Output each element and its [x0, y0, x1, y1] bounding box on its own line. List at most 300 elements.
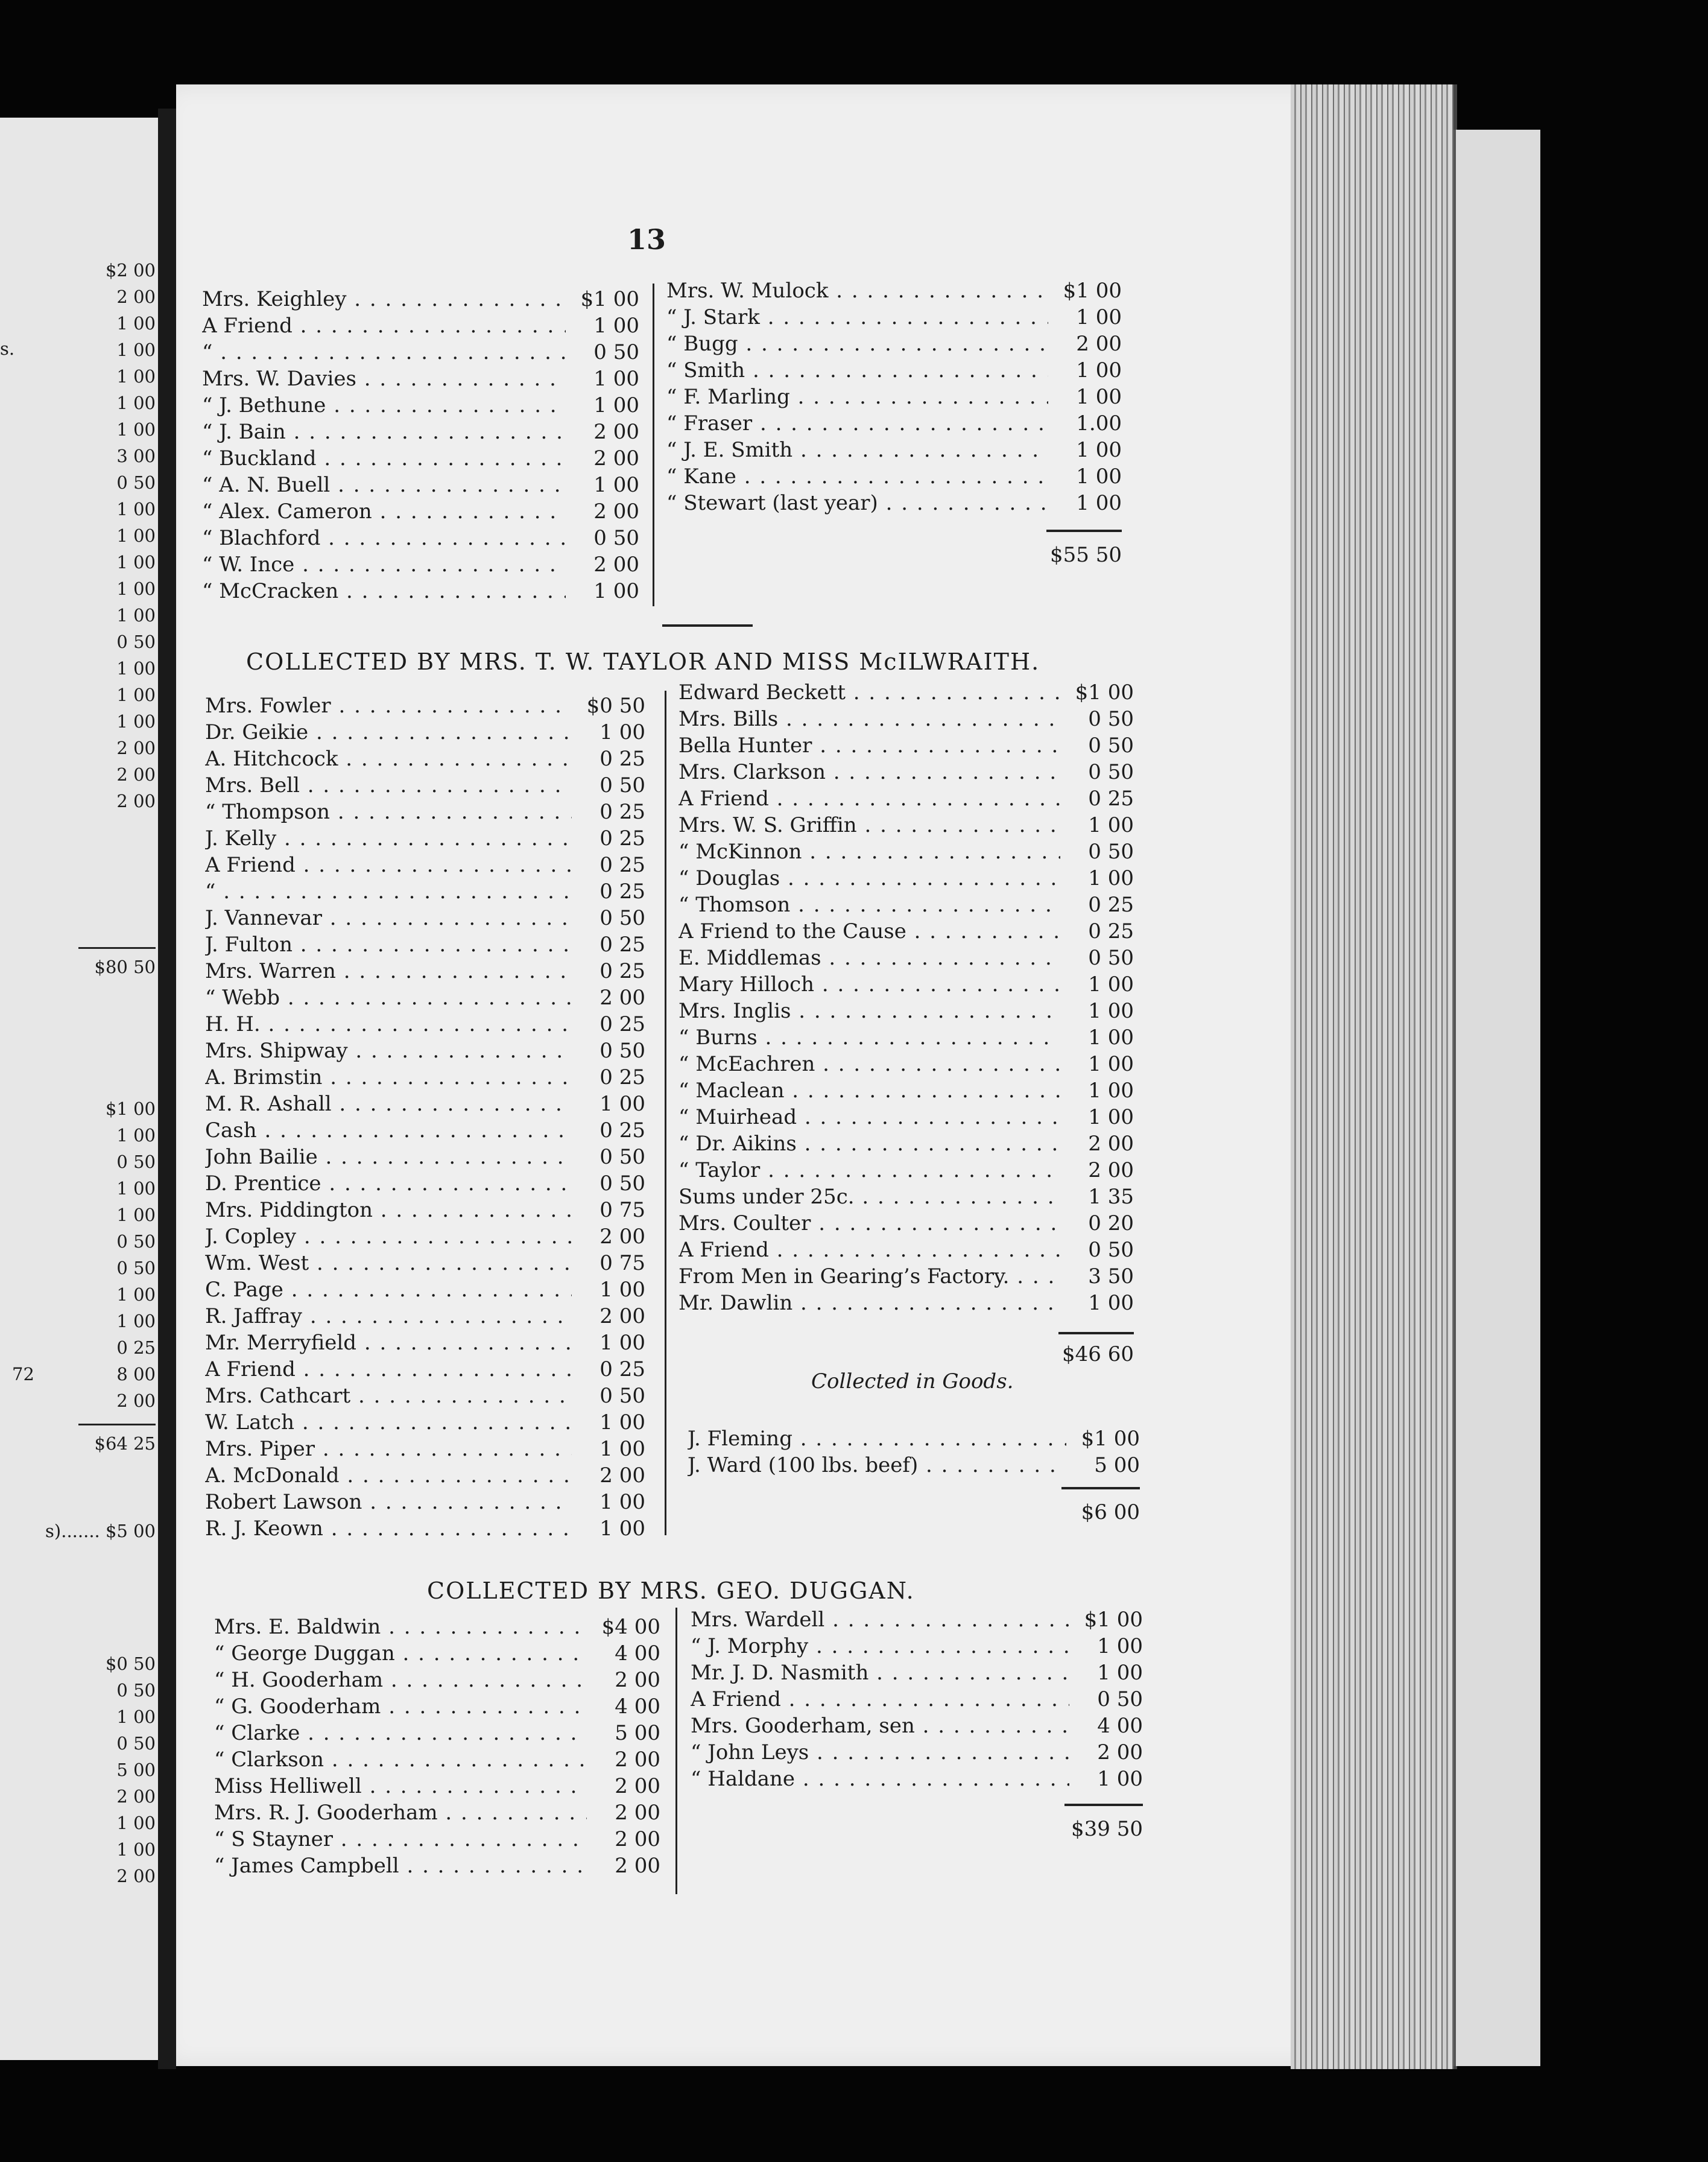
- donor-name: “ McEachren . . .: [678, 1052, 1060, 1076]
- ledger-row: [202, 553, 639, 577]
- donor-name: Mrs. R. J. Gooderham . . .: [214, 1801, 587, 1825]
- donor-name: “ . . .: [205, 880, 572, 904]
- facing-page-amount: 2 00: [116, 1786, 156, 1807]
- ledger-row: [205, 1410, 645, 1434]
- ledger-row: [214, 1854, 660, 1878]
- ledger-row: [678, 680, 1134, 705]
- donation-amount: 2 00: [593, 420, 639, 444]
- ledger-row: [202, 446, 639, 471]
- donor-name: Miss Helliwell . . .: [214, 1774, 587, 1798]
- ledger-row: [202, 499, 639, 524]
- donor-name: “ J. Bethune . . .: [202, 393, 566, 417]
- donation-amount: 2 00: [615, 1668, 660, 1692]
- ledger-row: [691, 1634, 1143, 1658]
- ledger-row: [678, 1052, 1134, 1076]
- ledger-row: [205, 826, 645, 851]
- ledger-row: [205, 1463, 645, 1488]
- ledger-row: [678, 787, 1134, 811]
- facing-page-amount: 1 00: [116, 499, 156, 519]
- donor-name: A Friend . . .: [678, 1238, 1060, 1262]
- donation-amount: 2 00: [1097, 1740, 1143, 1764]
- ledger-row: [678, 1026, 1134, 1050]
- donation-amount: 0 20: [1088, 1211, 1134, 1235]
- donor-name: J. Copley . . .: [205, 1225, 572, 1249]
- donor-name: Mrs. E. Baldwin . . .: [214, 1615, 587, 1639]
- donation-amount: 1 00: [1088, 866, 1134, 890]
- facing-page-amount: 1 00: [116, 605, 156, 626]
- facing-page-amount: 1 00: [116, 340, 156, 360]
- facing-page-amount: 2 00: [116, 791, 156, 811]
- donation-amount: 2 00: [1088, 1132, 1134, 1156]
- column-divider: [653, 284, 654, 606]
- donor-name: R. Jaffray . . .: [205, 1304, 572, 1328]
- donation-amount: 1 00: [1076, 358, 1122, 382]
- donor-name: Mrs. Keighley . . .: [202, 287, 566, 311]
- facing-page-title-char: s.: [0, 338, 15, 359]
- ledger-row: [678, 919, 1134, 943]
- donor-name: C. Page . . .: [205, 1278, 572, 1302]
- donor-name: Mrs. Clarkson . . .: [678, 760, 1060, 784]
- donation-amount: 2 00: [1088, 1158, 1134, 1182]
- donation-amount: $1 00: [1075, 680, 1134, 705]
- donor-name: “ Thomson . . .: [678, 893, 1060, 917]
- donation-amount: 1 00: [1076, 385, 1122, 409]
- donor-name: Mr. J. D. Nasmith . . .: [691, 1661, 1069, 1685]
- ledger-row: [205, 1357, 645, 1381]
- donor-name: “ Haldane . . .: [691, 1767, 1069, 1791]
- ledger-row: [691, 1767, 1143, 1791]
- ledger-row: [205, 1384, 645, 1408]
- ledger-row: [202, 526, 639, 550]
- donor-name: “ George Duggan . . .: [214, 1641, 587, 1666]
- facing-page-amount: 1 00: [116, 1125, 156, 1146]
- ledger-row: [678, 972, 1134, 997]
- donor-name: “ H. Gooderham . . .: [214, 1668, 587, 1692]
- donation-amount: 2 00: [615, 1748, 660, 1772]
- donation-amount: $0 50: [586, 694, 645, 718]
- donation-amount: 0 75: [599, 1251, 645, 1275]
- donation-amount: $1 00: [580, 287, 639, 311]
- ledger-row: [202, 314, 639, 338]
- ledger-row: [202, 393, 639, 417]
- ledger-row: [205, 1437, 645, 1461]
- facing-page-amount: 0 50: [116, 472, 156, 493]
- facing-page-amount: 0 50: [116, 1152, 156, 1172]
- donor-name: J. Fulton . . .: [205, 933, 572, 957]
- donation-amount: 0 25: [1088, 787, 1134, 811]
- ledger-row: [691, 1661, 1143, 1685]
- donation-amount: 2 00: [593, 553, 639, 577]
- donor-name: “ Douglas . . .: [678, 866, 1060, 890]
- donation-amount: 0 50: [593, 340, 639, 364]
- donation-amount: 2 00: [615, 1854, 660, 1878]
- facing-page-amount: 2 00: [116, 764, 156, 785]
- donor-name: “ Taylor . . .: [678, 1158, 1060, 1182]
- donation-amount: 0 25: [599, 933, 645, 957]
- donor-name: A Friend . . .: [202, 314, 566, 338]
- ledger-row: [678, 707, 1134, 731]
- facing-page-amount: 1 00: [116, 552, 156, 572]
- total-rule: [1064, 1804, 1143, 1806]
- facing-page-amount: 1 00: [116, 419, 156, 440]
- donation-amount: 0 50: [1088, 760, 1134, 784]
- donation-amount: 0 25: [1088, 893, 1134, 917]
- donation-amount: 0 50: [599, 906, 645, 930]
- donation-amount: 2 00: [1076, 332, 1122, 356]
- ledger-row: [205, 800, 645, 824]
- ledger-row: [205, 1251, 645, 1275]
- ledger-row: [214, 1748, 660, 1772]
- ledger-row: [691, 1608, 1143, 1632]
- section-heading: COLLECTED BY MRS. T. W. TAYLOR AND MISS McILWRAITH.: [246, 648, 1040, 675]
- donor-name: Bella Hunter . . .: [678, 734, 1060, 758]
- ledger-row: [691, 1714, 1143, 1738]
- donor-name: “ Alex. Cameron . . .: [202, 499, 566, 524]
- donor-name: Mrs. Piddington . . .: [205, 1198, 572, 1222]
- ledger-row: [678, 840, 1134, 864]
- ledger-row: [688, 1453, 1140, 1477]
- donor-name: Mrs. Fowler . . .: [205, 694, 572, 718]
- donor-name: Mrs. Coulter . . .: [678, 1211, 1060, 1235]
- facing-page-total: $64 25: [94, 1433, 156, 1454]
- facing-page-total: $80 50: [94, 957, 156, 977]
- donor-name: J. Kelly . . .: [205, 826, 572, 851]
- donation-amount: 1 00: [1097, 1634, 1143, 1658]
- ledger-row: [678, 1264, 1134, 1289]
- donor-name: A Friend . . .: [678, 787, 1060, 811]
- donation-amount: 1 00: [593, 314, 639, 338]
- donor-name: Mrs. W. S. Griffin . . .: [678, 813, 1060, 837]
- donation-amount: 1 00: [599, 1437, 645, 1461]
- ledger-row: [678, 999, 1134, 1023]
- donor-name: Mrs. Bell . . .: [205, 773, 572, 797]
- donation-amount: 1 00: [599, 1490, 645, 1514]
- ledger-row: [205, 1118, 645, 1143]
- ledger-row: [205, 747, 645, 771]
- donor-name: A Friend . . .: [205, 853, 572, 877]
- donation-amount: 1 00: [593, 393, 639, 417]
- ledger-row: [205, 1198, 645, 1222]
- ledger-row: [214, 1774, 660, 1798]
- donation-amount: 2 00: [599, 1463, 645, 1488]
- donation-amount: 1 00: [1088, 1026, 1134, 1050]
- donation-amount: 2 00: [615, 1827, 660, 1851]
- donation-amount: 1 35: [1088, 1185, 1134, 1209]
- donor-name: “ W. Ince . . .: [202, 553, 566, 577]
- donor-name: H. H. . . .: [205, 1012, 572, 1036]
- ledger-row: [678, 866, 1134, 890]
- ledger-row: [202, 367, 639, 391]
- facing-page-amount: 1 00: [116, 579, 156, 599]
- page-number: 13: [627, 223, 666, 256]
- donation-amount: 1 00: [1076, 305, 1122, 329]
- donor-name: Mrs. Warren . . .: [205, 959, 572, 983]
- ledger-row: [205, 773, 645, 797]
- facing-page-fragment-text: 72: [12, 1364, 34, 1384]
- donor-name: “ Burns . . .: [678, 1026, 1060, 1050]
- ledger-row: [691, 1687, 1143, 1711]
- ledger-row: [205, 880, 645, 904]
- donation-amount: 1 00: [1088, 972, 1134, 997]
- donation-amount: 2 00: [599, 1304, 645, 1328]
- ledger-row: [678, 946, 1134, 970]
- book-gutter: [158, 109, 176, 2069]
- ledger-row: [678, 813, 1134, 837]
- donation-amount: 1 00: [599, 1278, 645, 1302]
- donor-name: A. Hitchcock . . .: [205, 747, 572, 771]
- facing-page-amount: 1 00: [116, 1839, 156, 1860]
- donation-amount: 1 00: [1088, 1105, 1134, 1129]
- ledger-row: [666, 305, 1122, 329]
- facing-page-amount: 0 50: [116, 1733, 156, 1754]
- donation-amount: $1 00: [1084, 1608, 1143, 1632]
- donor-name: “ A. N. Buell . . .: [202, 473, 566, 497]
- donation-amount: 0 50: [599, 1384, 645, 1408]
- donor-name: J. Vannevar . . .: [205, 906, 572, 930]
- ledger-row: [205, 1092, 645, 1116]
- ledger-row: [214, 1801, 660, 1825]
- ledger-row: [678, 1238, 1134, 1262]
- donation-amount: 2 00: [599, 986, 645, 1010]
- facing-page-amount: 0 50: [116, 1231, 156, 1252]
- donation-amount: 1 00: [599, 1517, 645, 1541]
- donor-name: W. Latch . . .: [205, 1410, 572, 1434]
- facing-page-amount: 5 00: [116, 1760, 156, 1780]
- donation-amount: 5 00: [1094, 1453, 1140, 1477]
- donor-name: Mrs. W. Davies . . .: [202, 367, 566, 391]
- donor-name: Mr. Merryfield . . .: [205, 1331, 572, 1355]
- donor-name: A Friend . . .: [205, 1357, 572, 1381]
- donor-name: Mrs. W. Mulock . . .: [666, 279, 1048, 303]
- ledger-row: [202, 579, 639, 603]
- donation-amount: 0 25: [599, 747, 645, 771]
- facing-page-amount: $1 00: [105, 1098, 156, 1119]
- ledger-row: [214, 1668, 660, 1692]
- ledger-row: [205, 1039, 645, 1063]
- donor-name: “ Thompson . . .: [205, 800, 572, 824]
- ledger-row: [202, 287, 639, 311]
- donor-name: “ . . .: [202, 340, 566, 364]
- ledger-row: [205, 1517, 645, 1541]
- donor-name: Cash . . .: [205, 1118, 572, 1143]
- ledger-row: [214, 1721, 660, 1745]
- donation-amount: 2 00: [593, 499, 639, 524]
- ledger-row: [666, 464, 1122, 489]
- block-total: $39 50: [1071, 1817, 1143, 1841]
- donor-name: Mrs. Piper . . .: [205, 1437, 572, 1461]
- donation-amount: 2 00: [599, 1225, 645, 1249]
- ledger-row: [205, 1304, 645, 1328]
- donor-name: John Bailie . . .: [205, 1145, 572, 1169]
- ledger-row: [666, 411, 1122, 436]
- goods-heading: Collected in Goods.: [811, 1369, 1014, 1393]
- ledger-row: [666, 385, 1122, 409]
- ledger-row: [205, 1171, 645, 1196]
- donation-amount: 0 25: [599, 800, 645, 824]
- donor-name: M. R. Ashall . . .: [205, 1092, 572, 1116]
- ledger-row: [666, 438, 1122, 462]
- donor-name: Mrs. Inglis . . .: [678, 999, 1060, 1023]
- facing-page-amount: 1 00: [116, 658, 156, 679]
- ledger-row: [205, 1145, 645, 1169]
- donor-name: “ McKinnon . . .: [678, 840, 1060, 864]
- donation-amount: 0 50: [599, 1039, 645, 1063]
- donor-name: Robert Lawson . . .: [205, 1490, 572, 1514]
- block-total: $55 50: [1050, 543, 1122, 567]
- donation-amount: 1.00: [1076, 411, 1122, 436]
- donation-amount: 0 50: [1088, 946, 1134, 970]
- ledger-row: [678, 760, 1134, 784]
- ledger-row: [214, 1827, 660, 1851]
- donor-name: “ Blachford . . .: [202, 526, 566, 550]
- donation-amount: 0 25: [599, 880, 645, 904]
- donor-name: A Friend . . .: [691, 1687, 1069, 1711]
- ledger-row: [678, 1132, 1134, 1156]
- ledger-row: [205, 1225, 645, 1249]
- ledger-row: [678, 734, 1134, 758]
- facing-page-amount: 1 00: [116, 525, 156, 546]
- donation-amount: 1 00: [599, 1331, 645, 1355]
- facing-page-amount: 2 00: [116, 1390, 156, 1411]
- ledger-row: [678, 1079, 1134, 1103]
- donation-amount: 0 50: [593, 526, 639, 550]
- donation-amount: 0 50: [599, 773, 645, 797]
- donation-amount: 0 50: [1088, 734, 1134, 758]
- donation-amount: 2 00: [615, 1801, 660, 1825]
- donation-amount: 2 00: [615, 1774, 660, 1798]
- facing-page-amount: 2 00: [116, 287, 156, 307]
- ledger-row: [202, 473, 639, 497]
- facing-page-amount: 1 00: [116, 1178, 156, 1199]
- ledger-row: [678, 893, 1134, 917]
- donation-amount: $4 00: [601, 1615, 660, 1639]
- ledger-row: [205, 906, 645, 930]
- donation-amount: 0 50: [1088, 707, 1134, 731]
- facing-page-amount: 1 00: [116, 1284, 156, 1305]
- donor-name: “ Clarke . . .: [214, 1721, 587, 1745]
- ledger-row: [205, 959, 645, 983]
- facing-page-amount: $0 50: [105, 1653, 156, 1674]
- facing-page-amount: 2 00: [116, 738, 156, 758]
- page-edges: [1291, 84, 1457, 2069]
- donation-amount: 1 00: [1088, 1079, 1134, 1103]
- ledger-row: [214, 1641, 660, 1666]
- donor-name: “ James Campbell . . .: [214, 1854, 587, 1878]
- donation-amount: 1 00: [1088, 999, 1134, 1023]
- donor-name: “ Buckland . . .: [202, 446, 566, 471]
- donation-amount: 1 00: [1076, 438, 1122, 462]
- donation-amount: 0 25: [599, 1012, 645, 1036]
- donation-amount: 0 25: [599, 853, 645, 877]
- donor-name: Mrs. Gooderham, sen . . .: [691, 1714, 1069, 1738]
- donor-name: Mrs. Wardell . . .: [691, 1608, 1069, 1632]
- donation-amount: 1 00: [1076, 464, 1122, 489]
- donor-name: Dr. Geikie . . .: [205, 720, 572, 744]
- ledger-row: [666, 279, 1122, 303]
- facing-page-amount: 1 00: [116, 313, 156, 334]
- donation-amount: 2 00: [593, 446, 639, 471]
- donation-amount: 0 50: [1088, 840, 1134, 864]
- donor-name: “ Webb . . .: [205, 986, 572, 1010]
- donation-amount: 5 00: [615, 1721, 660, 1745]
- facing-page-amount: $2 00: [105, 260, 156, 281]
- donation-amount: 1 00: [593, 473, 639, 497]
- donor-name: Sums under 25c. . . .: [678, 1185, 1060, 1209]
- facing-page-amount: 1 00: [116, 711, 156, 732]
- donation-amount: 1 00: [599, 1410, 645, 1434]
- donation-amount: 1 00: [593, 579, 639, 603]
- ledger-row: [205, 1065, 645, 1089]
- donor-name: “ Dr. Aikins . . .: [678, 1132, 1060, 1156]
- donor-name: E. Middlemas . . .: [678, 946, 1060, 970]
- ledger-row: [678, 1211, 1134, 1235]
- ledger-row: [688, 1427, 1140, 1451]
- facing-page-amount: 1 00: [116, 1311, 156, 1331]
- facing-page-amount: 2 00: [116, 1866, 156, 1886]
- ledger-row: [678, 1158, 1134, 1182]
- ledger-row: [202, 420, 639, 444]
- donor-name: J. Fleming . . .: [688, 1427, 1066, 1451]
- ledger-row: [666, 491, 1122, 515]
- donation-amount: 0 75: [599, 1198, 645, 1222]
- donor-name: Mr. Dawlin . . .: [678, 1291, 1060, 1315]
- donation-amount: 0 25: [599, 1065, 645, 1089]
- ledger-row: [691, 1740, 1143, 1764]
- facing-page-rule: [78, 1424, 156, 1425]
- donation-amount: 0 25: [599, 1118, 645, 1143]
- donor-name: D. Prentice . . .: [205, 1171, 572, 1196]
- donor-name: Mrs. Shipway . . .: [205, 1039, 572, 1063]
- ledger-row: [678, 1185, 1134, 1209]
- ledger-row: [214, 1694, 660, 1719]
- section-rule: [662, 624, 753, 627]
- donor-name: “ S Stayner . . .: [214, 1827, 587, 1851]
- donor-name: J. Ward (100 lbs. beef) . . .: [688, 1453, 1066, 1477]
- donor-name: Mrs. Bills . . .: [678, 707, 1060, 731]
- donor-name: “ J. E. Smith . . .: [666, 438, 1048, 462]
- donation-amount: 4 00: [615, 1641, 660, 1666]
- block-total: $6 00: [1081, 1500, 1140, 1524]
- donor-name: Mrs. Cathcart . . .: [205, 1384, 572, 1408]
- donation-amount: 0 50: [599, 1145, 645, 1169]
- column-divider: [675, 1608, 677, 1894]
- donation-amount: $1 00: [1081, 1427, 1140, 1451]
- ledger-row: [214, 1615, 660, 1639]
- ledger-row: [202, 340, 639, 364]
- donor-name: From Men in Gearing’s Factory. . . .: [678, 1264, 1060, 1289]
- facing-page-amount: 1 00: [116, 685, 156, 705]
- total-rule: [1046, 530, 1122, 532]
- donor-name: “ Stewart (last year) . . .: [666, 491, 1048, 515]
- donor-name: Wm. West . . .: [205, 1251, 572, 1275]
- donor-name: “ J. Bain . . .: [202, 420, 566, 444]
- total-rule: [1061, 1487, 1140, 1489]
- donation-amount: 1 00: [599, 1092, 645, 1116]
- ledger-row: [205, 1490, 645, 1514]
- donor-name: R. J. Keown . . .: [205, 1517, 572, 1541]
- donor-name: “ Maclean . . .: [678, 1079, 1060, 1103]
- donor-name: A. Brimstin . . .: [205, 1065, 572, 1089]
- ledger-row: [205, 1331, 645, 1355]
- donation-amount: 0 25: [1088, 919, 1134, 943]
- donation-amount: 0 50: [1088, 1238, 1134, 1262]
- donation-amount: 1 00: [1097, 1767, 1143, 1791]
- facing-page-amount: 0 50: [116, 1680, 156, 1701]
- donor-name: “ Kane . . .: [666, 464, 1048, 489]
- donation-amount: 4 00: [1097, 1714, 1143, 1738]
- facing-page-amount: 0 25: [116, 1337, 156, 1358]
- donor-name: “ McCracken . . .: [202, 579, 566, 603]
